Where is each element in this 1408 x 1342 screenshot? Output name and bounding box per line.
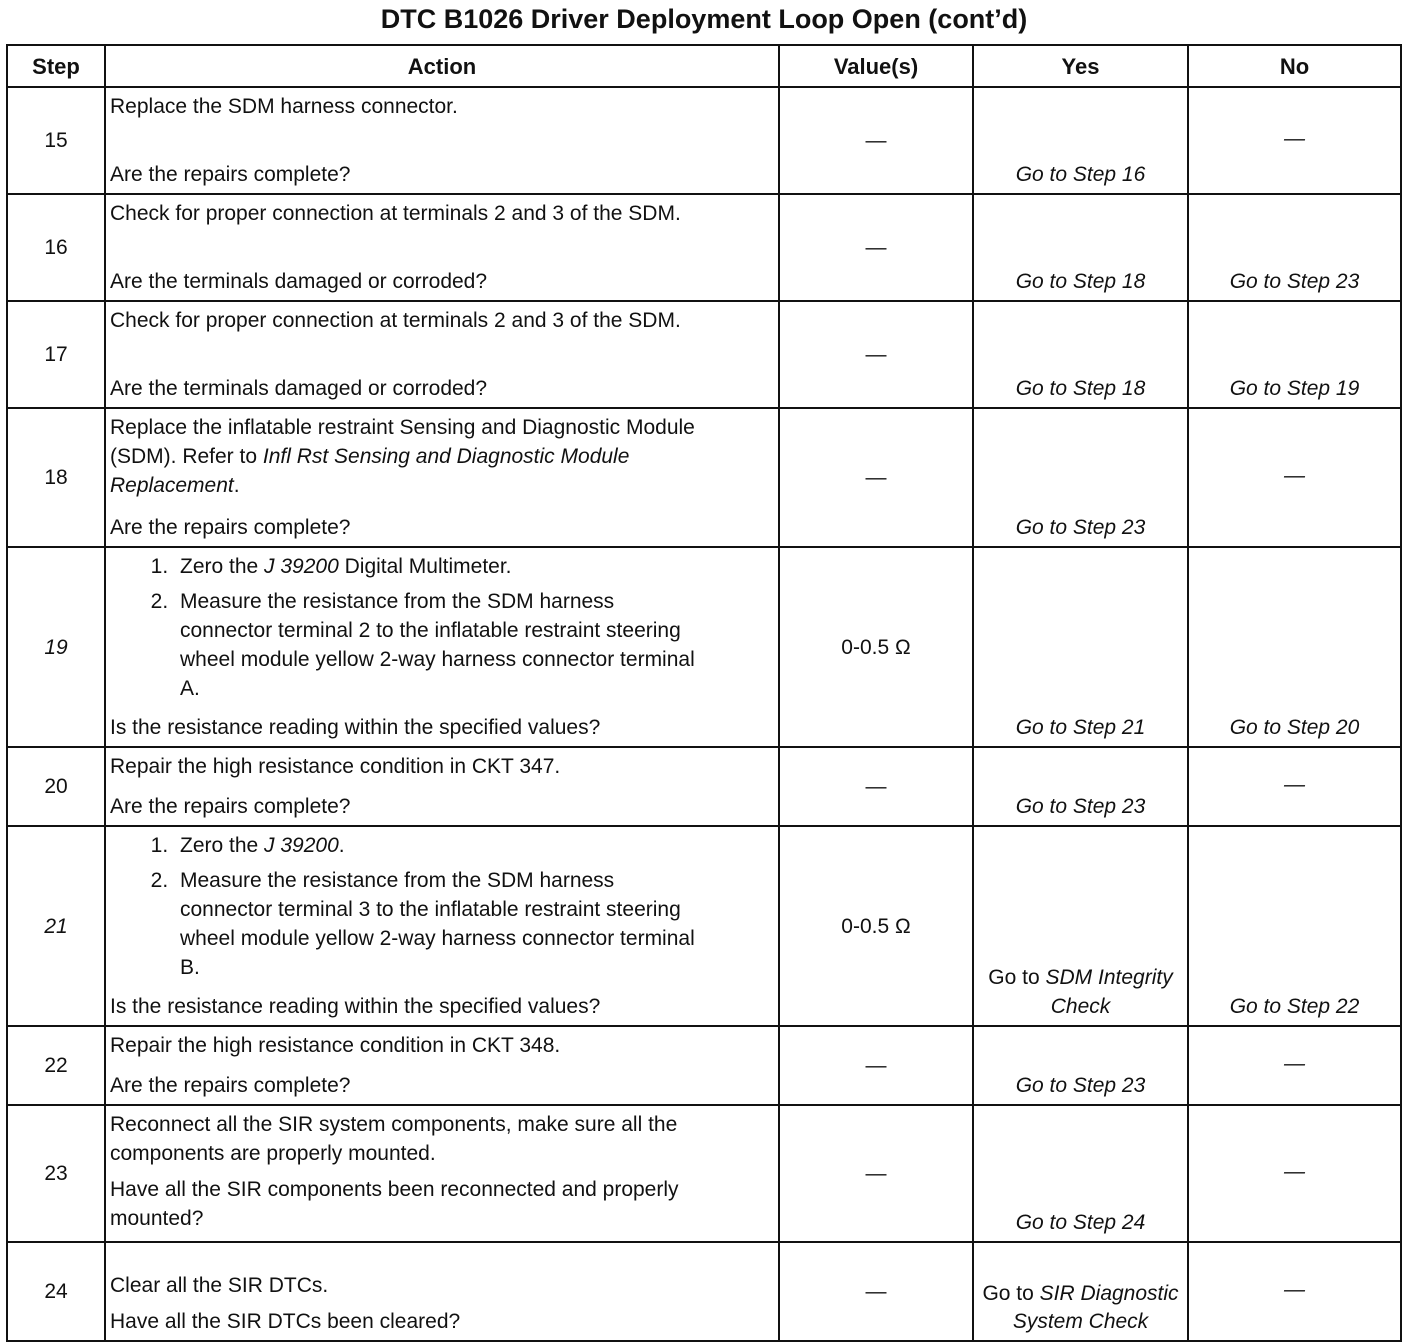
table-row (7, 747, 1401, 826)
action-text: Replace the SDM harness connector. (110, 95, 458, 118)
step-number: 15 (7, 87, 105, 194)
action-cell (105, 1105, 779, 1242)
step-number: 24 (7, 1242, 105, 1341)
value-cell: — (779, 87, 973, 194)
step-number: 21 (7, 826, 105, 1026)
no-cell: — (1188, 1242, 1401, 1341)
action-cell (105, 87, 779, 194)
action-text: Check for proper connection at terminals 2 and 3 of the SDM. (110, 309, 681, 332)
step-number: 17 (7, 301, 105, 408)
action-question: Is the resistance reading within the specified values? (110, 995, 601, 1018)
step-number: 22 (7, 1026, 105, 1105)
value-cell: — (779, 301, 973, 408)
action-list (110, 831, 772, 988)
action-text-part: Replace the inflatable restraint Sensing and Diagnostic Module (SDM). Refer to (110, 416, 695, 468)
table-row (7, 1026, 1401, 1105)
yes-cell (973, 826, 1188, 1026)
value-cell: — (779, 408, 973, 547)
no-cell: — (1188, 1105, 1401, 1242)
value-cell: — (779, 1105, 973, 1242)
action-question: Are the terminals damaged or corroded? (110, 377, 488, 400)
page-title: DTC B1026 Driver Deployment Loop Open (cont’d) (380, 4, 1028, 34)
no-cell: — (1188, 1026, 1401, 1105)
action-cell (105, 1026, 779, 1105)
list-item-text: Zero the (180, 834, 265, 857)
diagnostic-table (6, 44, 1402, 1342)
list-item (174, 831, 772, 860)
action-question: Are the repairs complete? (110, 516, 351, 539)
value-cell: — (779, 747, 973, 826)
list-item (174, 552, 772, 581)
no-cell: — (1188, 408, 1401, 547)
table-row (7, 1105, 1401, 1242)
list-item (174, 866, 710, 982)
no-cell: — (1188, 747, 1401, 826)
table-row (7, 301, 1401, 408)
list-item-text: Measure the resistance from the SDM harness connector terminal 3 to the inflatable restraint steering wheel module yellow 2-way harness connector terminal B. (180, 869, 695, 979)
action-cell (105, 301, 779, 408)
action-question: Is the resistance reading within the specified values? (110, 716, 601, 739)
header-values: Value(s) (779, 45, 973, 87)
action-text: Check for proper connection at terminals 2 and 3 of the SDM. (110, 202, 681, 225)
action-cell (105, 547, 779, 747)
table-row (7, 547, 1401, 747)
header-action: Action (105, 45, 779, 87)
reference-link: Infl Rst Sensing and Diagnostic Module Replacement (110, 445, 630, 497)
list-item-text: . (338, 834, 345, 857)
step-number: 16 (7, 194, 105, 301)
step-number: 20 (7, 747, 105, 826)
yes-cell: Go to Step 23 (973, 747, 1188, 826)
list-item-text: Zero the (180, 555, 265, 578)
action-text (110, 413, 750, 500)
action-cell (105, 408, 779, 547)
header-no: No (1188, 45, 1401, 87)
action-cell (105, 194, 779, 301)
action-question: Have all the SIR DTCs been cleared? (110, 1310, 461, 1333)
action-text: Repair the high resistance condition in CKT 347. (110, 755, 561, 778)
action-text: Repair the high resistance condition in CKT 348. (110, 1034, 561, 1057)
action-question: Are the repairs complete? (110, 795, 351, 818)
procedure-reference: SIR Diagnostic System Check (1012, 1282, 1179, 1333)
action-question: Are the repairs complete? (110, 163, 351, 186)
value-cell: 0-0.5 Ω (779, 826, 973, 1026)
action-text-part: . (233, 474, 240, 497)
yes-cell (973, 1242, 1188, 1341)
yes-text: Go to (982, 1282, 1040, 1305)
yes-cell: Go to Step 21 (973, 547, 1188, 747)
action-cell (105, 1242, 779, 1341)
step-number: 23 (7, 1105, 105, 1242)
value-cell: — (779, 1026, 973, 1105)
no-cell: — (1188, 87, 1401, 194)
no-cell: Go to Step 23 (1188, 194, 1401, 301)
procedure-reference: SDM Integrity Check (1045, 966, 1173, 1018)
no-cell: Go to Step 19 (1188, 301, 1401, 408)
header-row (7, 45, 1401, 87)
yes-cell: Go to Step 16 (973, 87, 1188, 194)
action-cell (105, 826, 779, 1026)
step-number: 18 (7, 408, 105, 547)
tool-reference: J 39200 (264, 555, 339, 578)
table-row (7, 87, 1401, 194)
table-row (7, 1242, 1401, 1341)
value-cell: — (779, 194, 973, 301)
action-question: Have all the SIR components been reconnected and properly mounted? (110, 1178, 679, 1230)
step-number: 19 (7, 547, 105, 747)
list-item (174, 587, 710, 703)
action-list (110, 552, 772, 709)
no-cell: Go to Step 20 (1188, 547, 1401, 747)
value-cell: — (779, 1242, 973, 1341)
list-item-text: Digital Multimeter. (338, 555, 512, 578)
table-row (7, 408, 1401, 547)
action-question: Are the repairs complete? (110, 1074, 351, 1097)
yes-cell: Go to Step 23 (973, 1026, 1188, 1105)
yes-cell: Go to Step 23 (973, 408, 1188, 547)
action-text: Clear all the SIR DTCs. (110, 1274, 329, 1297)
yes-cell: Go to Step 24 (973, 1105, 1188, 1242)
yes-text: Go to (988, 966, 1046, 989)
action-question: Are the terminals damaged or corroded? (110, 270, 488, 293)
action-text: Reconnect all the SIR system components, make sure all the components are properly mounted. (110, 1113, 678, 1165)
yes-cell: Go to Step 18 (973, 194, 1188, 301)
action-cell (105, 747, 779, 826)
value-cell: 0-0.5 Ω (779, 547, 973, 747)
tool-reference: J 39200 (264, 834, 339, 857)
table-row (7, 826, 1401, 1026)
header-step: Step (7, 45, 105, 87)
list-item-text: Measure the resistance from the SDM harness connector terminal 2 to the inflatable restraint steering wheel module yellow 2-way harness connector terminal A. (180, 590, 695, 700)
no-cell: Go to Step 22 (1188, 826, 1401, 1026)
table-row (7, 194, 1401, 301)
yes-cell: Go to Step 18 (973, 301, 1188, 408)
header-yes: Yes (973, 45, 1188, 87)
